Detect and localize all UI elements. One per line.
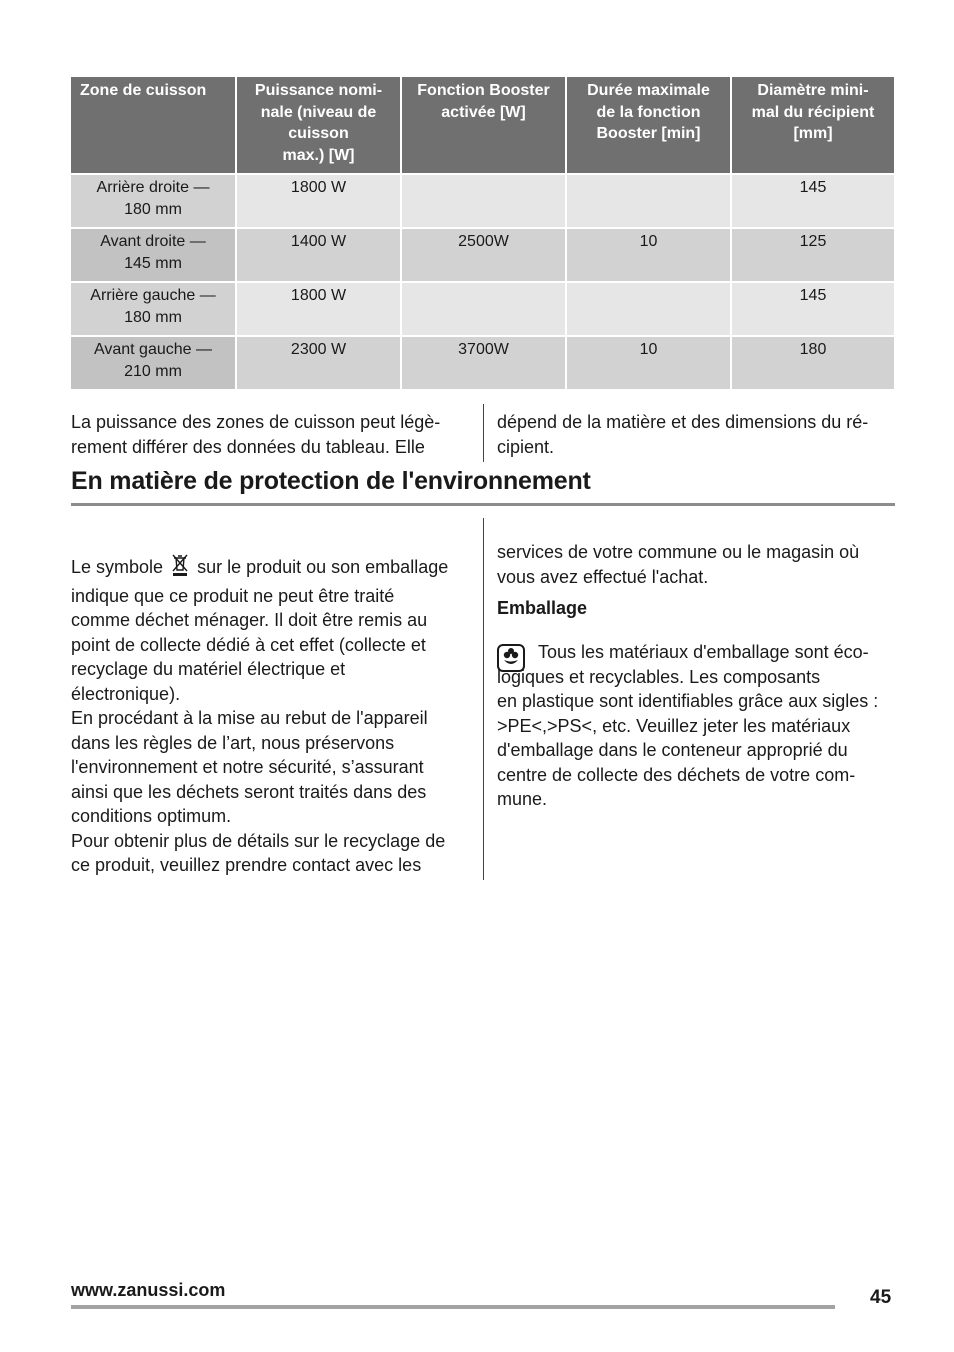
cell-booster: 3700W: [401, 336, 566, 389]
crossed-bin-icon: [170, 553, 190, 584]
cell-zone: Avant droite — 145 mm: [71, 228, 236, 282]
cell-duration: [566, 282, 731, 336]
header-booster: Fonction Booster activée [W]: [401, 77, 566, 174]
table-row: [71, 228, 894, 282]
cell-power: 1800 W: [236, 174, 401, 228]
cooking-zones-table: [71, 77, 894, 389]
cell-power: 2300 W: [236, 336, 401, 389]
disposal-intro: Le symbole: [71, 557, 169, 577]
table-row: [71, 336, 894, 389]
header-zone: Zone de cuisson: [71, 77, 236, 174]
page-number: 45: [870, 1287, 892, 1308]
environment-heading: En matière de protection de l'environnement: [71, 467, 591, 495]
cell-diameter: 125: [731, 228, 894, 282]
header-power: Puissance nomi- nale (niveau de cuisson max.) [W]: [236, 77, 401, 174]
packaging-text: Tous les matériaux d'emballage sont éco- logiques et recyclables. Les composants en plastique sont identifiables grâce aux sigles : >PE<,>PS<, etc. Veuillez jeter les matériaux d'emballage dans le conteneur approprié du centre de collecte des déchets de votre com- mune.: [497, 642, 879, 809]
power-note-right: dépend de la matière et des dimensions du ré- cipient.: [497, 412, 869, 457]
cell-booster: [401, 174, 566, 228]
cell-diameter: 145: [731, 282, 894, 336]
cell-diameter: 180: [731, 336, 894, 389]
table-row: [71, 174, 894, 228]
cell-duration: 10: [566, 228, 731, 282]
disposal-continued: services de votre commune ou le magasin où vous avez effectué l'achat.: [497, 542, 860, 587]
column-divider: [483, 404, 484, 462]
cell-booster: 2500W: [401, 228, 566, 282]
header-booster-duration: Durée maximale de la fonction Booster [min]: [566, 77, 731, 174]
cell-zone: Avant gauche — 210 mm: [71, 336, 236, 389]
disposal-paragraph: [71, 553, 476, 878]
disposal-text: sur le produit ou son emballage indique que ce produit ne peut être traité comme déchet ménager. Il doit être remis au point de collecte dédié à cet effet (collecte et recyclage du matériel électrique et électronique). En procédant à la mise au rebut de l'appareil dans les règles de l’art, nous préservons l'environnement et notre sécurité, s’assurant ainsi que les déchets seront traités dans des conditions optimum. Pour obtenir plus de détails sur le recyclage de ce produit, veuillez prendre contact avec les: [71, 557, 449, 875]
table-header-row: [71, 77, 894, 174]
footer-rule: [71, 1305, 835, 1309]
cell-duration: [566, 174, 731, 228]
cell-zone: Arrière gauche — 180 mm: [71, 282, 236, 336]
cell-booster: [401, 282, 566, 336]
packaging-paragraph: [497, 640, 897, 812]
cell-power: 1800 W: [236, 282, 401, 336]
cell-power: 1400 W: [236, 228, 401, 282]
header-min-diameter: Diamètre mini- mal du récipient [mm]: [731, 77, 894, 174]
cell-duration: 10: [566, 336, 731, 389]
packaging-heading: Emballage: [497, 598, 588, 618]
column-divider: [483, 518, 484, 880]
heading-rule: [71, 503, 895, 506]
footer-url: www.zanussi.com: [71, 1280, 226, 1300]
power-note-left: La puissance des zones de cuisson peut légè- rement différer des données du tableau. Elle: [71, 412, 441, 457]
cell-zone: Arrière droite — 180 mm: [71, 174, 236, 228]
cell-diameter: 145: [731, 174, 894, 228]
table-row: [71, 282, 894, 336]
